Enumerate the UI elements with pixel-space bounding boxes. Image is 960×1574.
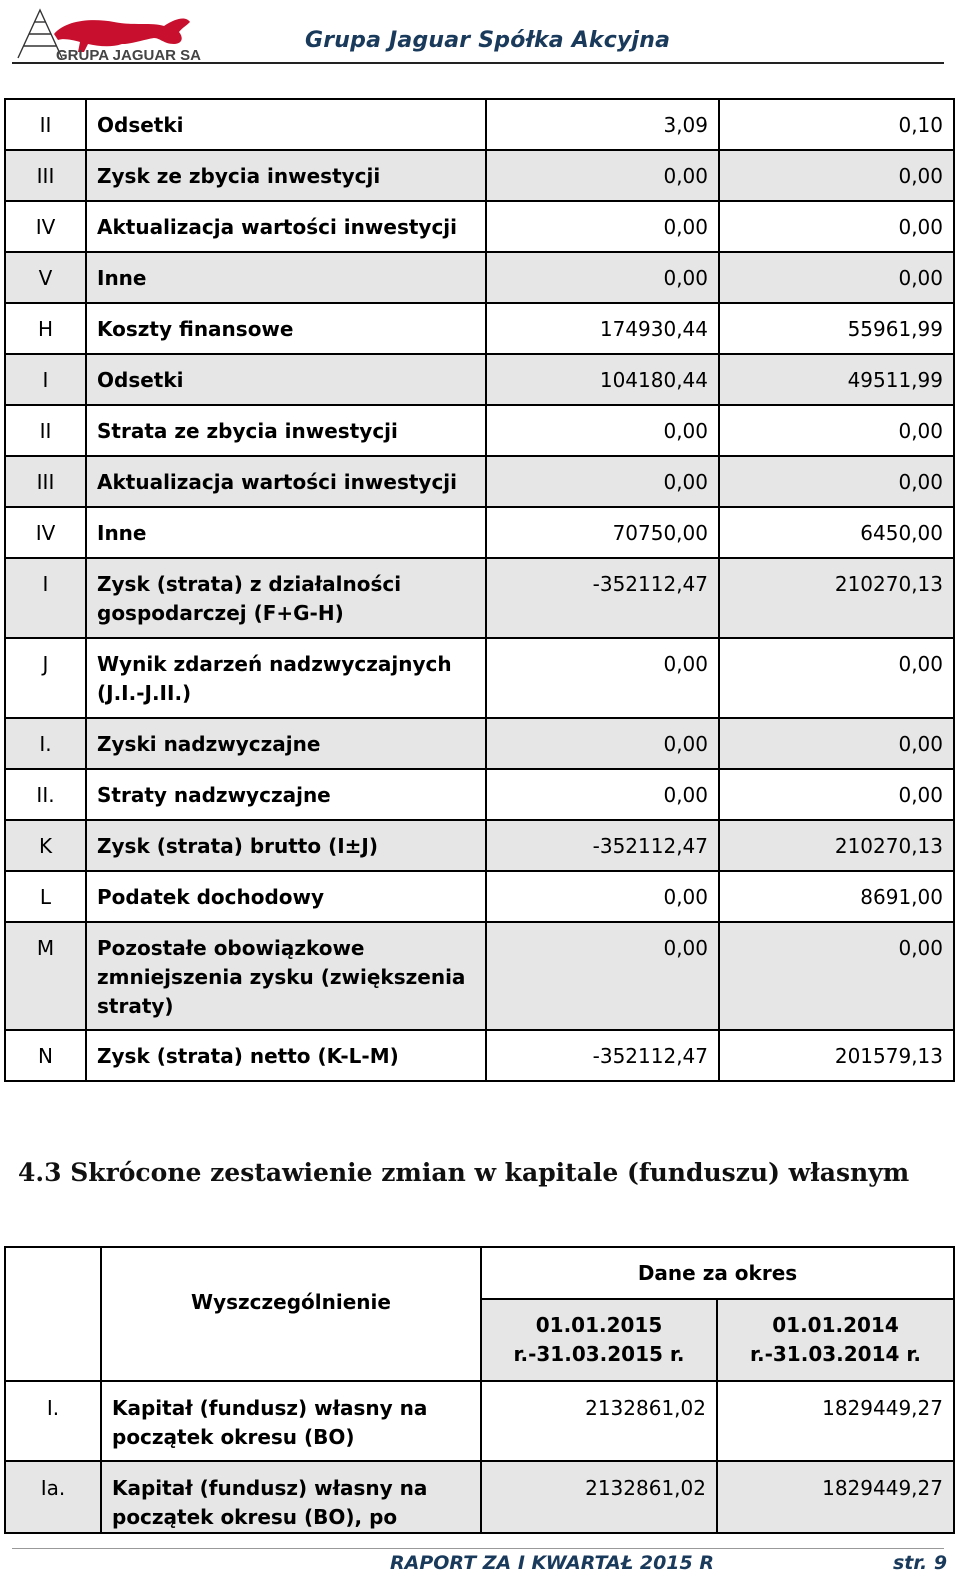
table-row xyxy=(5,718,954,769)
row-label: Straty nadzwyczajne xyxy=(86,769,486,820)
row-label: Inne xyxy=(86,252,486,303)
row-label: Zysk (strata) netto (K-L-M) xyxy=(86,1030,486,1081)
equity-header-row xyxy=(5,1247,954,1299)
row-value-2014: 6450,00 xyxy=(719,507,954,558)
row-value-2014: 0,00 xyxy=(719,638,954,718)
row-value-2015: -352112,47 xyxy=(486,820,719,871)
table-row xyxy=(5,1381,954,1461)
jaguar-logo xyxy=(14,4,214,64)
row-value-2014: 0,00 xyxy=(719,405,954,456)
table-row xyxy=(5,405,954,456)
page-header xyxy=(0,0,960,70)
row-number: L xyxy=(5,871,86,922)
row-number: IV xyxy=(5,507,86,558)
table-row xyxy=(5,303,954,354)
table-row xyxy=(5,252,954,303)
row-value-2015: 0,00 xyxy=(486,405,719,456)
row-number: M xyxy=(5,922,86,1030)
table-row xyxy=(5,922,954,1030)
row-value-2015: 174930,44 xyxy=(486,303,719,354)
table-row xyxy=(5,1461,954,1533)
svg-text:GRUPA JAGUAR SA: GRUPA JAGUAR SA xyxy=(56,47,202,64)
row-number: II. xyxy=(5,769,86,820)
row-value-2015: 0,00 xyxy=(486,922,719,1030)
row-value-2014: 49511,99 xyxy=(719,354,954,405)
row-label: Kapitał (fundusz) własny na początek okresu (BO), po xyxy=(101,1461,481,1533)
row-value-2015: 0,00 xyxy=(486,638,719,718)
row-value-2014: 0,10 xyxy=(719,99,954,150)
row-number: V xyxy=(5,252,86,303)
section-title: 4.3 Skrócone zestawienie zmian w kapitale (funduszu) własnym xyxy=(18,1158,910,1187)
row-value-2015: 0,00 xyxy=(486,456,719,507)
row-value-2015: 0,00 xyxy=(486,718,719,769)
footer-divider xyxy=(12,1548,944,1549)
row-value-2014: 8691,00 xyxy=(719,871,954,922)
table-row xyxy=(5,354,954,405)
row-label: Podatek dochodowy xyxy=(86,871,486,922)
table-row xyxy=(5,507,954,558)
row-label: Zyski nadzwyczajne xyxy=(86,718,486,769)
row-value-2014: 0,00 xyxy=(719,150,954,201)
table-row xyxy=(5,820,954,871)
report-title: RAPORT ZA I KWARTAŁ 2015 R xyxy=(390,1552,714,1574)
table-row xyxy=(5,638,954,718)
row-number: IV xyxy=(5,201,86,252)
company-name: Grupa Jaguar Spółka Akcyjna xyxy=(305,28,671,53)
row-value-2014: 1829449,27 xyxy=(717,1381,954,1461)
row-value-2014: 0,00 xyxy=(719,718,954,769)
row-label: Aktualizacja wartości inwestycji xyxy=(86,201,486,252)
page-number: str. 9 xyxy=(893,1552,948,1574)
row-label: Koszty finansowe xyxy=(86,303,486,354)
table-row xyxy=(5,558,954,638)
table-row xyxy=(5,769,954,820)
row-value-2015: 0,00 xyxy=(486,252,719,303)
header-item: Wyszczególnienie xyxy=(101,1247,481,1381)
row-value-2015: 70750,00 xyxy=(486,507,719,558)
row-number: J xyxy=(5,638,86,718)
header-period-2015: 01.01.2015 r.-31.03.2015 r. xyxy=(481,1299,717,1381)
row-value-2014: 0,00 xyxy=(719,252,954,303)
row-number: K xyxy=(5,820,86,871)
row-number: I. xyxy=(5,718,86,769)
row-label: Odsetki xyxy=(86,99,486,150)
row-number: I xyxy=(5,558,86,638)
row-number: H xyxy=(5,303,86,354)
row-value-2014: 0,00 xyxy=(719,456,954,507)
row-value-2015: 3,09 xyxy=(486,99,719,150)
row-number: II xyxy=(5,99,86,150)
row-number: I. xyxy=(5,1381,101,1461)
row-number: N xyxy=(5,1030,86,1081)
row-value-2014: 0,00 xyxy=(719,201,954,252)
row-value-2015: 104180,44 xyxy=(486,354,719,405)
header-empty-cell xyxy=(5,1247,101,1381)
row-label: Strata ze zbycia inwestycji xyxy=(86,405,486,456)
row-value-2014: 201579,13 xyxy=(719,1030,954,1081)
table-row xyxy=(5,871,954,922)
row-number: II xyxy=(5,405,86,456)
row-label: Wynik zdarzeń nadzwyczajnych (J.I.-J.II.) xyxy=(86,638,486,718)
equity-table xyxy=(4,1246,955,1534)
row-number: III xyxy=(5,150,86,201)
row-value-2014: 210270,13 xyxy=(719,558,954,638)
row-number: III xyxy=(5,456,86,507)
row-label: Zysk ze zbycia inwestycji xyxy=(86,150,486,201)
row-label: Zysk (strata) z działalności gospodarczej (F+G-H) xyxy=(86,558,486,638)
table-row xyxy=(5,1030,954,1081)
row-value-2014: 0,00 xyxy=(719,769,954,820)
row-value-2015: 2132861,02 xyxy=(481,1381,717,1461)
row-value-2014: 210270,13 xyxy=(719,820,954,871)
row-number: I xyxy=(5,354,86,405)
row-value-2014: 1829449,27 xyxy=(717,1461,954,1533)
page-footer xyxy=(0,1548,960,1574)
row-value-2014: 0,00 xyxy=(719,922,954,1030)
row-value-2015: 0,00 xyxy=(486,201,719,252)
row-value-2015: 2132861,02 xyxy=(481,1461,717,1533)
table-row xyxy=(5,99,954,150)
row-label: Zysk (strata) brutto (I±J) xyxy=(86,820,486,871)
row-number: Ia. xyxy=(5,1461,101,1533)
table-row xyxy=(5,456,954,507)
row-value-2015: 0,00 xyxy=(486,769,719,820)
row-label: Pozostałe obowiązkowe zmniejszenia zysku (zwiększenia straty) xyxy=(86,922,486,1030)
row-value-2015: -352112,47 xyxy=(486,1030,719,1081)
row-label: Inne xyxy=(86,507,486,558)
income-table xyxy=(4,98,955,1082)
row-value-2014: 55961,99 xyxy=(719,303,954,354)
table-row xyxy=(5,150,954,201)
row-label: Odsetki xyxy=(86,354,486,405)
row-label: Kapitał (fundusz) własny na początek okresu (BO) xyxy=(101,1381,481,1461)
row-value-2015: -352112,47 xyxy=(486,558,719,638)
header-period: Dane za okres xyxy=(481,1247,954,1299)
row-value-2015: 0,00 xyxy=(486,871,719,922)
header-period-2014: 01.01.2014 r.-31.03.2014 r. xyxy=(717,1299,954,1381)
row-label: Aktualizacja wartości inwestycji xyxy=(86,456,486,507)
header-divider xyxy=(12,62,944,64)
row-value-2015: 0,00 xyxy=(486,150,719,201)
table-row xyxy=(5,201,954,252)
